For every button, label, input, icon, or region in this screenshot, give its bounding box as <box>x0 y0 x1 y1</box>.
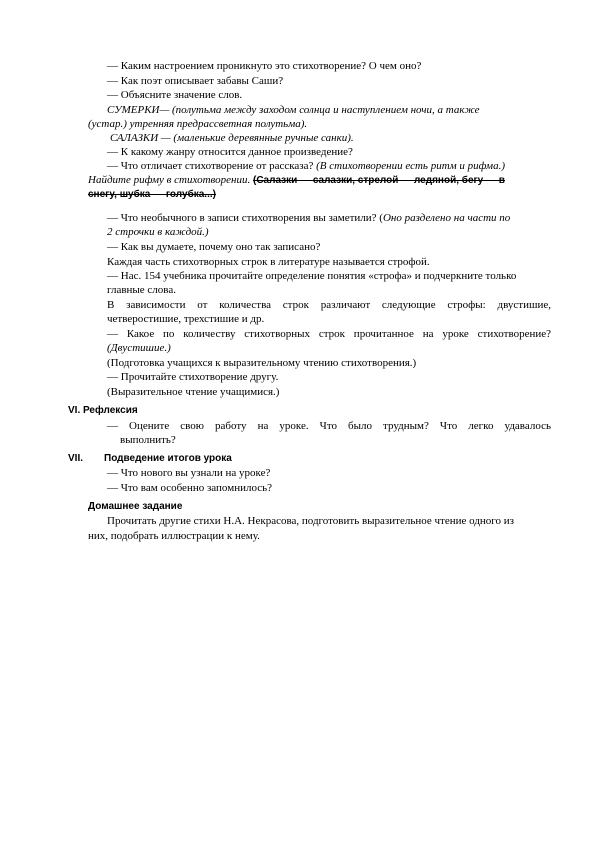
summary-question-new: — Что нового вы узнали на уроке? <box>107 467 271 479</box>
question-unusual <box>107 212 510 225</box>
question-genre: — К какому жанру относится данное произведение? <box>107 146 353 158</box>
stanza-types-cont: четверостишие, трехстишие и др. <box>107 313 265 325</box>
summary-question-remember: — Что вам особенно запомнилось? <box>107 482 273 494</box>
rhyme-task-line <box>88 174 505 187</box>
stanza-definition: Каждая часть стихотворных строк в литературе называется строфой. <box>107 256 430 268</box>
task-textbook-cont: главные слова. <box>107 284 176 296</box>
answer-unusual-cont: 2 строчки в каждой.) <box>107 226 209 238</box>
question-words: — Объясните значение слов. <box>107 89 243 101</box>
gloss-sumerki-cont: (устар.) утренняя предрассветная полутьма). <box>88 118 308 130</box>
homework-heading: Домашнее задание <box>88 501 183 512</box>
section-reflection-heading: VI. Рефлексия <box>68 405 138 416</box>
question-mood: — Каким настроением проникнуто это стихотворение? О чем оно? <box>107 60 422 72</box>
question-games: — Как поэт описывает забавы Саши? <box>107 75 284 87</box>
question-difference <box>107 160 505 173</box>
reflection-question-cont: выполнить? <box>120 434 176 446</box>
section-summary-heading: Подведение итогов урока <box>104 453 232 464</box>
section-summary-number: VII. <box>68 453 84 464</box>
question-difference-text: — Что отличает стихотворение от рассказа? <box>107 160 314 172</box>
answer-difference: (В стихотворении есть ритм и рифма.) <box>316 160 505 172</box>
answer-count: (Двустишие.) <box>107 342 171 354</box>
read-to-friend: — Прочитайте стихотворение другу. <box>107 371 279 383</box>
stanza-types: В зависимости от количества строк различают следующие строфы: двустишие, <box>107 299 551 311</box>
answer-unusual: Оно разделено на части по <box>382 212 511 224</box>
question-count: — Какое по количеству стихотворных строк прочитанное на уроке стихотворение? <box>107 328 551 340</box>
gloss-sumerki: СУМЕРКИ— (полутьма между заходом солнца и наступлением ночи, а также <box>107 104 480 116</box>
rhyme-answer: (Сaлазки — салазки, стрелой — ледяной, бегу — в <box>253 175 505 186</box>
reflection-question: — Оцените свою работу на уроке. Что было трудным? Что легко удавалось <box>107 420 551 432</box>
gloss-salazki: САЛАЗКИ — (маленькие деревянные ручные санки). <box>110 132 354 144</box>
rhyme-task: Найдите рифму в стихотворении. <box>88 174 251 186</box>
question-why: — Как вы думаете, почему оно так записано? <box>107 241 321 253</box>
task-textbook: — Нас. 154 учебника прочитайте определение понятия «строфа» и подчеркните только <box>107 270 517 282</box>
rhyme-answer-cont: снегу, шубка — голубка...) <box>88 189 216 200</box>
homework-text-cont: них, подобрать иллюстрации к нему. <box>88 530 260 542</box>
expressive-reading: (Выразительное чтение учащимися.) <box>107 386 280 398</box>
homework-text: Прочитать другие стихи Н.А. Некрасова, подготовить выразительное чтение одного из <box>107 515 515 527</box>
reading-prep: (Подготовка учащихся к выразительному чтению стихотворения.) <box>107 357 417 369</box>
question-unusual-text: — Что необычного в записи стихотворения вы заметили? ( <box>107 212 383 224</box>
